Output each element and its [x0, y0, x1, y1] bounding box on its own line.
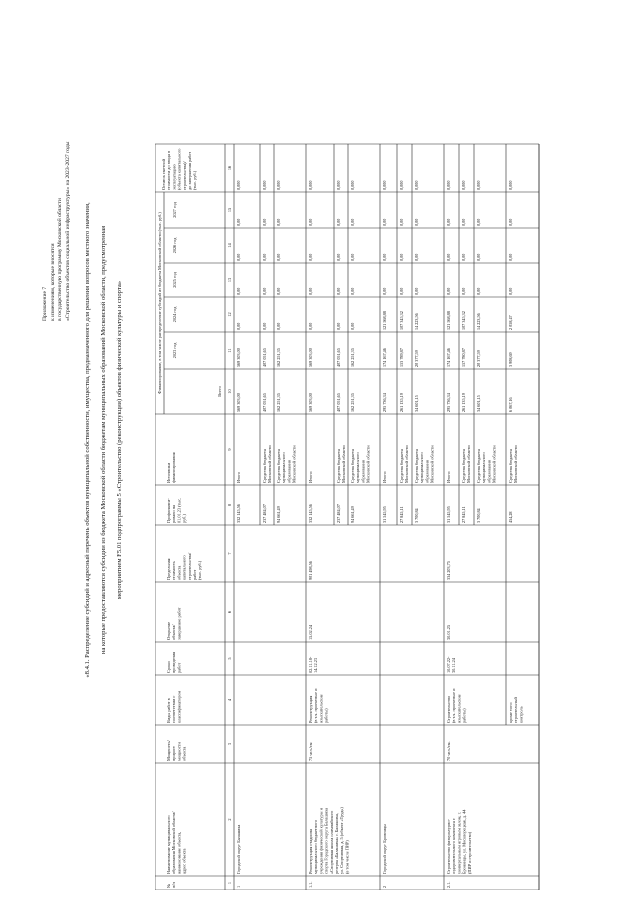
column-number: 11 — [227, 348, 232, 353]
value-2025: 0,00 — [308, 287, 313, 295]
row-number: 2 — [382, 885, 387, 888]
column-number: 5 — [227, 657, 232, 660]
value-2023: 174 167,46 — [382, 348, 387, 367]
value-total: 34 601,15 — [476, 395, 481, 412]
funding-source: Итого: — [382, 470, 387, 483]
object-name: Городской округ Бронницы — [382, 823, 387, 874]
value-2027: 0,00 — [262, 218, 267, 226]
value-2023: 3 908,69 — [508, 352, 513, 367]
allocation-table — [155, 10, 640, 890]
funding-source: Средства бюджетамуниципальногообразованияМосковской области — [350, 445, 371, 483]
funding-source: Средства бюджетаМосковской области — [262, 445, 273, 483]
value-2025: 0,00 — [336, 287, 341, 295]
value-total: 569 303,00 — [308, 393, 313, 412]
value-total: 162 251,35 — [276, 393, 281, 412]
value-2024: 0,00 — [262, 322, 267, 330]
value-2027: 0,00 — [382, 218, 387, 226]
column-header: Источникифинансирования — [166, 452, 177, 483]
value-total: 407 051,65 — [262, 393, 267, 412]
appendix-line: к изменениям, которые вносятся — [49, 243, 56, 321]
value-2026: 0,00 — [382, 253, 387, 261]
funding-source: Итого — [236, 472, 241, 483]
funding-source: Итого: — [446, 470, 451, 483]
row-number: 1 — [236, 885, 241, 888]
value-2023: 20 377,59 — [476, 350, 481, 367]
column-header: Остаток сметнойстоимости до ввода вэксплуатацию(объекта капитальногостроительства)/до завершения работ(тыс. руб.) — [161, 148, 198, 190]
value-2025: 0,00 — [476, 287, 481, 295]
funding-source: Средства бюджетаМосковской области — [336, 445, 347, 483]
document-heading-line: мероприятием F5.01 подпрограммы 5 «Строительство (реконструкция) объектов физической культуры и спорта» — [116, 280, 123, 600]
work-type: Реконструкция(в т.ч. проектные иизыскательскиеработы) — [308, 688, 329, 723]
capacity: 75 чел./см — [308, 742, 313, 761]
financed-amount: 454,28 — [508, 511, 513, 523]
value-2023: 569 303,00 — [308, 348, 313, 367]
value-2024: 121 568,88 — [382, 311, 387, 330]
value-2024: 0,00 — [336, 322, 341, 330]
value-total: 295 736,34 — [446, 393, 451, 412]
value-2026: 0,00 — [262, 253, 267, 261]
value-2027: 0,00 — [236, 218, 241, 226]
value-total: 6 067,16 — [508, 397, 513, 412]
value-2026: 0,00 — [476, 253, 481, 261]
value-2026: 0,00 — [461, 253, 466, 261]
value-2026: 0,00 — [399, 253, 404, 261]
value-remainder: 0,000 — [336, 180, 341, 190]
financed-amount: 3 700,84 — [476, 508, 481, 523]
column-header-year: 2027 год — [172, 202, 177, 218]
work-dates: 10.07.22-30.11.24 — [446, 656, 457, 673]
column-number: 13 — [227, 277, 232, 283]
value-2027: 0,00 — [414, 218, 419, 226]
appendix-line: «Строительство объектов социальной инфраструктуры» на 2023-2027 годы — [64, 141, 71, 321]
appendix-line: в государственную программу Московской области — [57, 198, 64, 321]
value-2023: 153 789,87 — [399, 348, 404, 367]
financed-amount: 237 484,07 — [262, 504, 267, 523]
column-number: 1 — [227, 881, 232, 885]
value-2025: 0,00 — [461, 287, 466, 295]
financed-amount: 27 845,11 — [399, 506, 404, 523]
column-number: 2 — [227, 818, 232, 821]
value-2024: 0,00 — [308, 322, 313, 330]
opening-date: 15.02.24 — [308, 624, 313, 640]
value-remainder: 0,000 — [446, 180, 451, 190]
column-number: 16 — [227, 165, 232, 171]
column-header-year: 2025 год — [172, 272, 177, 288]
value-remainder: 0,000 — [382, 180, 387, 190]
column-number: 12 — [227, 312, 232, 317]
value-2026: 0,00 — [308, 253, 313, 261]
column-number: 10 — [227, 389, 232, 394]
document-heading-line: «8.4.1. Распределение субсидий и адресный перечень объектов муниципальной собственности, имущества, предназначенного для решения вопросов местного значения, — [84, 202, 91, 678]
column-header: Всего — [217, 386, 222, 397]
value-remainder: 0,000 — [399, 180, 404, 190]
value-remainder: 0,000 — [508, 180, 513, 190]
column-header: Профинанси-ровано на01.01.23 (тыс.руб.) — [166, 497, 187, 523]
value-remainder: 0,000 — [414, 180, 419, 190]
column-header: Предельнаястоимостьобъектакапитальногостроительства/работ(тыс. руб.) — [166, 552, 203, 580]
value-2023: 407 051,65 — [336, 348, 341, 367]
value-2025: 0,00 — [350, 287, 355, 295]
column-number: 4 — [227, 698, 232, 702]
value-total: 34 601,15 — [414, 395, 419, 412]
value-2024: 107 345,32 — [461, 311, 466, 330]
value-2025: 0,00 — [414, 287, 419, 295]
funding-source: Средства бюджетамуниципальногообразованияМосковской области — [276, 445, 297, 483]
value-2027: 0,00 — [336, 218, 341, 226]
column-header: Наименование муниципальногообразования Московской области/наименование объекта,адрес объекта — [166, 811, 187, 874]
financed-amount: 94 661,49 — [350, 506, 355, 523]
value-2024: 14 223,56 — [476, 313, 481, 330]
value-2024: 0,00 — [276, 322, 281, 330]
column-header-year: 2026 год — [172, 237, 177, 254]
value-2025: 0,00 — [236, 287, 241, 295]
appendix-line: Приложение 7 — [42, 286, 48, 321]
column-header: Срокипроведенияработ — [166, 651, 182, 673]
appendix-note — [42, 31, 72, 321]
value-2025: 0,00 — [276, 287, 281, 295]
value-2024: 14 223,56 — [414, 313, 419, 330]
value-2026: 0,00 — [236, 253, 241, 261]
value-2025: 0,00 — [508, 287, 513, 295]
value-2024: 2 058,47 — [508, 315, 513, 330]
financed-amount: 31 545,95 — [382, 506, 387, 523]
value-2025: 0,00 — [446, 287, 451, 295]
value-remainder: 0,000 — [350, 180, 355, 190]
value-2027: 0,00 — [350, 218, 355, 226]
value-2023: 569 303,00 — [236, 348, 241, 367]
financed-amount: 31 545,95 — [446, 506, 451, 523]
work-dates: 02.11.18-14.12.23 — [308, 656, 319, 673]
financed-amount: 332 145,56 — [308, 504, 313, 523]
value-2023: 162 251,35 — [276, 348, 281, 367]
value-2023: 174 167,46 — [446, 348, 451, 367]
value-2026: 0,00 — [414, 253, 419, 261]
value-2023: 20 377,59 — [414, 350, 419, 367]
column-number: 14 — [227, 243, 232, 248]
column-header: №п/п — [166, 882, 177, 888]
value-2023: 162 251,35 — [350, 348, 355, 367]
value-2027: 0,00 — [461, 218, 466, 226]
object-name: Строительство физкультурно-оздоровительного комплекса суниверсальным игровым залом, г.Бронницы, ул. Москворецкая, д. 44(ПИР и строительство) — [446, 809, 472, 874]
financed-amount: 27 845,11 — [461, 506, 466, 523]
column-number: 8 — [227, 503, 232, 507]
column-header-year: 2023 год — [172, 342, 177, 359]
column-header: Виды работ всоответствии склассификатором — [166, 690, 182, 723]
value-2026: 0,00 — [350, 253, 355, 261]
extra-work-type: кроме того:строительныйконтроль — [508, 697, 524, 723]
value-total: 569 303,00 — [236, 393, 241, 412]
value-2023: 407 051,65 — [262, 348, 267, 367]
value-2023: 157 780,87 — [461, 348, 466, 367]
column-number: 15 — [227, 207, 232, 213]
value-remainder: 0,000 — [236, 180, 241, 190]
value-2025: 0,00 — [382, 287, 387, 295]
financed-amount: 94 661,49 — [276, 506, 281, 523]
row-number: 2.1. — [446, 881, 451, 888]
column-header-group: Финансирование, в том числе распределение субсидий из бюджета Московской области (тыс. руб.) — [157, 212, 162, 394]
funding-source: Средства бюджетаМосковской области — [461, 445, 472, 483]
financed-amount: 332 145,56 — [236, 504, 241, 523]
capacity: 70 чел./см. — [446, 741, 451, 761]
value-total: 295 736,34 — [382, 393, 387, 412]
financed-amount: 237 484,07 — [336, 504, 341, 523]
column-header-year: 2024 год — [172, 306, 177, 323]
column-number: 9 — [227, 448, 232, 451]
opening-date: 30.01.25 — [446, 624, 451, 640]
value-2027: 0,00 — [476, 218, 481, 226]
object-name: Городской округ Балашиха — [236, 824, 241, 874]
funding-source: Средства бюджетаМосковской области — [399, 445, 410, 483]
value-remainder: 0,000 — [476, 180, 481, 190]
value-2024: 0,00 — [236, 322, 241, 330]
document-heading-line: на которые предоставляются субсидии из бюджета Московской области бюджетам муниципальных образований Московской области, предусмотренная — [100, 225, 107, 655]
value-2026: 0,00 — [336, 253, 341, 261]
value-2026: 0,00 — [446, 253, 451, 261]
value-remainder: 0,000 — [308, 180, 313, 190]
value-2027: 0,00 — [446, 218, 451, 226]
cost-limit: 334 203,75 — [446, 561, 451, 580]
cost-limit: 901 498,56 — [308, 561, 313, 580]
value-total: 407 051,65 — [336, 393, 341, 412]
value-2024: 0,00 — [350, 322, 355, 330]
value-remainder: 0,000 — [276, 180, 281, 190]
value-total: 261 135,19 — [399, 393, 404, 412]
column-number: 7 — [227, 552, 232, 555]
column-header: Мощность/приростмощностиобъекта — [166, 740, 187, 761]
column-number: 6 — [227, 610, 232, 614]
value-2024: 121 568,88 — [446, 311, 451, 330]
value-2025: 0,00 — [262, 287, 267, 295]
value-2027: 0,00 — [508, 218, 513, 226]
funding-source: Итого: — [308, 470, 313, 483]
value-2026: 0,00 — [276, 253, 281, 261]
value-total: 162 251,35 — [350, 393, 355, 412]
value-total: 261 135,19 — [461, 393, 466, 412]
funding-source: Средства бюджетамуниципальногообразованияМосковской области — [414, 445, 435, 483]
row-number: 1.1. — [308, 881, 313, 888]
value-2027: 0,00 — [308, 218, 313, 226]
funding-source: Средства бюджетамуниципальногообразованияМосковской области — [476, 445, 497, 483]
value-2027: 0,00 — [399, 218, 404, 226]
value-remainder: 0,000 — [262, 180, 267, 190]
column-number: 3 — [227, 742, 232, 746]
column-header: Открытиеобъекта/завершение работ — [166, 607, 182, 640]
work-type: Строительство(в т.ч. проектные иизыскательскиеработы) — [446, 688, 467, 723]
financed-amount: 3 700,84 — [414, 508, 419, 523]
object-name: Реконструкция стадионамуниципального бюджетногоучреждения физической культуры испорта Городского округа Балашиха«Спортивная школа олимпийскогорезерва «Балашиха» г. Балашиха,ул. Спортивная, д. 5 (объект «Труд»)(в том числе ПИР) — [308, 807, 350, 874]
value-remainder: 0,000 — [461, 180, 466, 190]
value-2024: 107 345,32 — [399, 311, 404, 330]
value-2026: 0,00 — [508, 253, 513, 261]
funding-source: Средства бюджетаМосковской области — [508, 445, 519, 483]
value-2025: 0,00 — [399, 287, 404, 295]
value-2027: 0,00 — [276, 218, 281, 226]
